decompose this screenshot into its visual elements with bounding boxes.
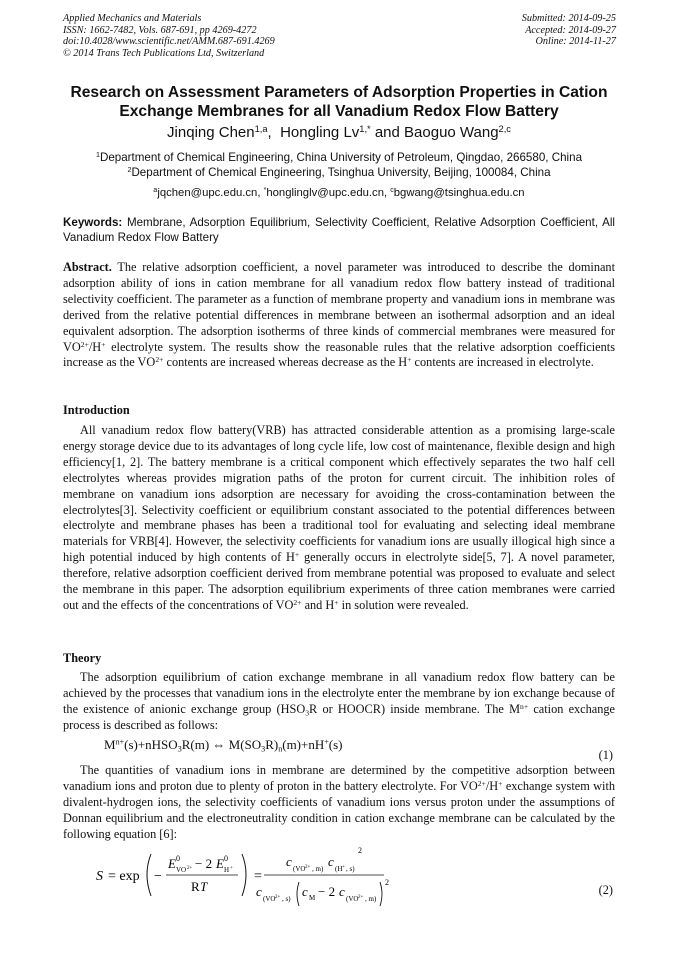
svg-text:2+: 2+ (358, 895, 364, 900)
svg-text:, s): , s) (346, 865, 355, 873)
email-link[interactable]: jqchen@upc.edu.cn, (157, 187, 264, 199)
svg-text:H: H (224, 866, 230, 874)
svg-text:R: R (191, 879, 200, 894)
dates-header (522, 13, 616, 48)
svg-text:− 2: − 2 (318, 884, 336, 899)
online-date: Online: 2014-11-27 (535, 36, 616, 48)
journal-header (63, 13, 275, 59)
svg-text:(H: (H (335, 865, 343, 873)
svg-text:c: c (339, 884, 345, 899)
svg-text:, s): , s) (282, 895, 291, 903)
svg-text:E: E (168, 856, 176, 871)
svg-text:− 2: − 2 (195, 856, 213, 871)
introduction-heading: Introduction (63, 403, 130, 417)
svg-text:2+: 2+ (275, 895, 281, 900)
paper-title: Research on Assessment Parameters of Adsorption Properties in Cation Exchange Membranes for all Vanadium Redox Flow Battery (70, 84, 608, 120)
author-list: Jinqing Chen$^{1,a}$, Hongling $Lv^{1,*}$ and Baoguo Wang$^{2,c}$ (167, 123, 511, 141)
svg-text:= exp: = exp (108, 869, 140, 884)
svg-text:, m): , m) (312, 865, 324, 873)
equation-1: $M^{n+}(s)+nHSO_3R(m)$ ⇔ $M(SO_3R)_n(m)+nH^+(s)$ (104, 737, 343, 754)
equation-1-number: (1) (598, 748, 613, 762)
svg-text:2+: 2+ (305, 865, 311, 870)
svg-text:c: c (286, 854, 292, 869)
author-3: Baoguo Wang (404, 124, 499, 141)
affiliations (40, 151, 638, 180)
svg-text:T: T (200, 879, 208, 894)
abstract: Abstract. The relative adsorption coefficient, a novel parameter was introduced to describe the dominant adsorption ability of ions in cation membrane for all vanadium redox flow battery instead of traditional selectivity coefficient. The parameter as a function of membrane property and vanadium ions in membrane was derived from the relative potential differences in membrane between an isothermal adsorption and an ideal equivalent adsorption. The adsorption isotherms of three kinds of commercial membranes were measured for $VO^{2+}/H^+$ electrolyte system. The results show the reasonable rules that the relative adsorption coefficients increase as the $VO^{2+}$ contents are increased whereas decrease as the H+ contents are increased in electrolyte. (63, 260, 616, 370)
svg-text:, m): , m) (365, 895, 377, 903)
svg-text:=: = (254, 869, 262, 884)
theory-heading: Theory (63, 651, 102, 665)
issn: ISSN: 1662-7482, Vols. 687-691, pp 4269-4272 (63, 24, 257, 36)
svg-text:M: M (309, 894, 316, 902)
email-link[interactable]: bgwang@tsinghua.edu.cn (393, 187, 525, 199)
keywords-text: Membrane, Adsorption Equilibrium, Selectivity Coefficient, Relative Adsorption Coefficient, All Vanadium Redox Flow Battery (63, 216, 615, 244)
svg-text:0: 0 (224, 854, 228, 863)
theory-paragraph-2: The quantities of vanadium ions in membrane are determined by the competitive adsorption between vanadium ions and proton due to plenty of proton in the battery electrolyte. For $VO^{2+}/H^+$ exchange system with divalent-hydrogen ions, the selectivity coefficients of vanadium ions versus proton under the assumptions of Donnan equilibrium and the electroneutrality condition in cation exchange membrane can be calculated by the following equation [6]: (63, 763, 616, 841)
svg-text:2+: 2+ (187, 866, 193, 871)
svg-text:0: 0 (176, 854, 180, 863)
svg-text:(VO: (VO (346, 895, 359, 903)
svg-text:S: S (96, 869, 103, 884)
svg-text:2: 2 (385, 878, 389, 887)
doi: doi:10.4028/www.scientific.net/AMM.687-691.4269 (63, 36, 275, 48)
author-1: Jinqing Chen (167, 124, 255, 141)
affiliation-1: $^1$Department of Chemical Engineering, China University of Petroleum, Qingdao, 266580, China (95, 150, 583, 164)
emails: $^a$jqchen@upc.edu.cn, *honglinglv@upc.edu.cn, $^c$bgwang@tsinghua.edu.cn (153, 187, 525, 199)
svg-text:(VO: (VO (293, 865, 306, 873)
abstract-label: Abstract. (63, 260, 112, 274)
svg-text:+: + (342, 865, 345, 870)
email-link[interactable]: honglinglv@upc.edu.cn, (266, 187, 391, 199)
accepted-date: Accepted: 2014-09-27 (525, 24, 616, 36)
introduction-paragraph: All vanadium redox flow battery(VRB) has attracted considerable attention as a promising large-scale energy storage device due to its advantages of long cycle life, low cost of maintenance, flexible design and high efficiency[1, 2]. The battery membrane is a critical component which effectively separates the two half cell electrolytes whereas provides migration paths of the proton for current circuit. The inhibition roles of membrane on vanadium ions adsorption are necessary for avoiding the cross-contamination between the electrolytes[3]. Selectivity coefficient or equilibrium constant associated to the potential differences between electrolyte and membrane phases has been a traditional tool for evaluating and selecting ideal membrane materials for VRB[4]. However, the selectivity coefficients for vanadium ions are usually illogical high since a high potential induced by high contents of H+ generally occurs in electrolyte side[5, 7]. A novel parameter, therefore, relative adsorption coefficient derived from membrane potential was proposed to evaluate and select the membrane in this paper. The adsorption equilibrium experiments of three cation membranes were carried out and the effects of the concentrations of $VO^{2+}$ and H+ in solution were revealed. (63, 423, 615, 612)
svg-text:VO: VO (176, 866, 187, 874)
svg-text:c: c (328, 854, 334, 869)
theory-paragraph-1: The adsorption equilibrium of cation exchange membrane in all vanadium redox flow battery can be achieved by the processes that vanadium ions in the electrolyte enter the membrane by ion exchange because of the existence of anionic exchange group ($HSO_3R$ or HOOCR) inside membrane. The $M^{n+}$ cation exchange process is described as follows: (63, 670, 615, 732)
affiliation-2: $^2$Department of Chemical Engineering, Tsinghua University, Beijing, 100084, China (127, 164, 551, 179)
svg-text:c: c (302, 884, 308, 899)
equation-2 (96, 842, 406, 922)
journal-name: Applied Mechanics and Materials (63, 13, 202, 24)
svg-text:E: E (216, 856, 224, 871)
svg-text:+: + (230, 866, 233, 871)
svg-text:−: − (154, 869, 162, 884)
svg-text:2: 2 (358, 846, 362, 855)
svg-text:c: c (256, 884, 262, 899)
svg-text:(VO: (VO (263, 895, 276, 903)
copyright: © 2014 Trans Tech Publications Ltd, Switzerland (63, 47, 265, 59)
keywords (63, 216, 615, 245)
equation-2-number: (2) (598, 883, 613, 897)
author-2: Hongling Lv (280, 124, 360, 141)
keywords-label: Keywords: (63, 216, 123, 229)
submitted-date: Submitted: 2014-09-25 (521, 13, 616, 24)
